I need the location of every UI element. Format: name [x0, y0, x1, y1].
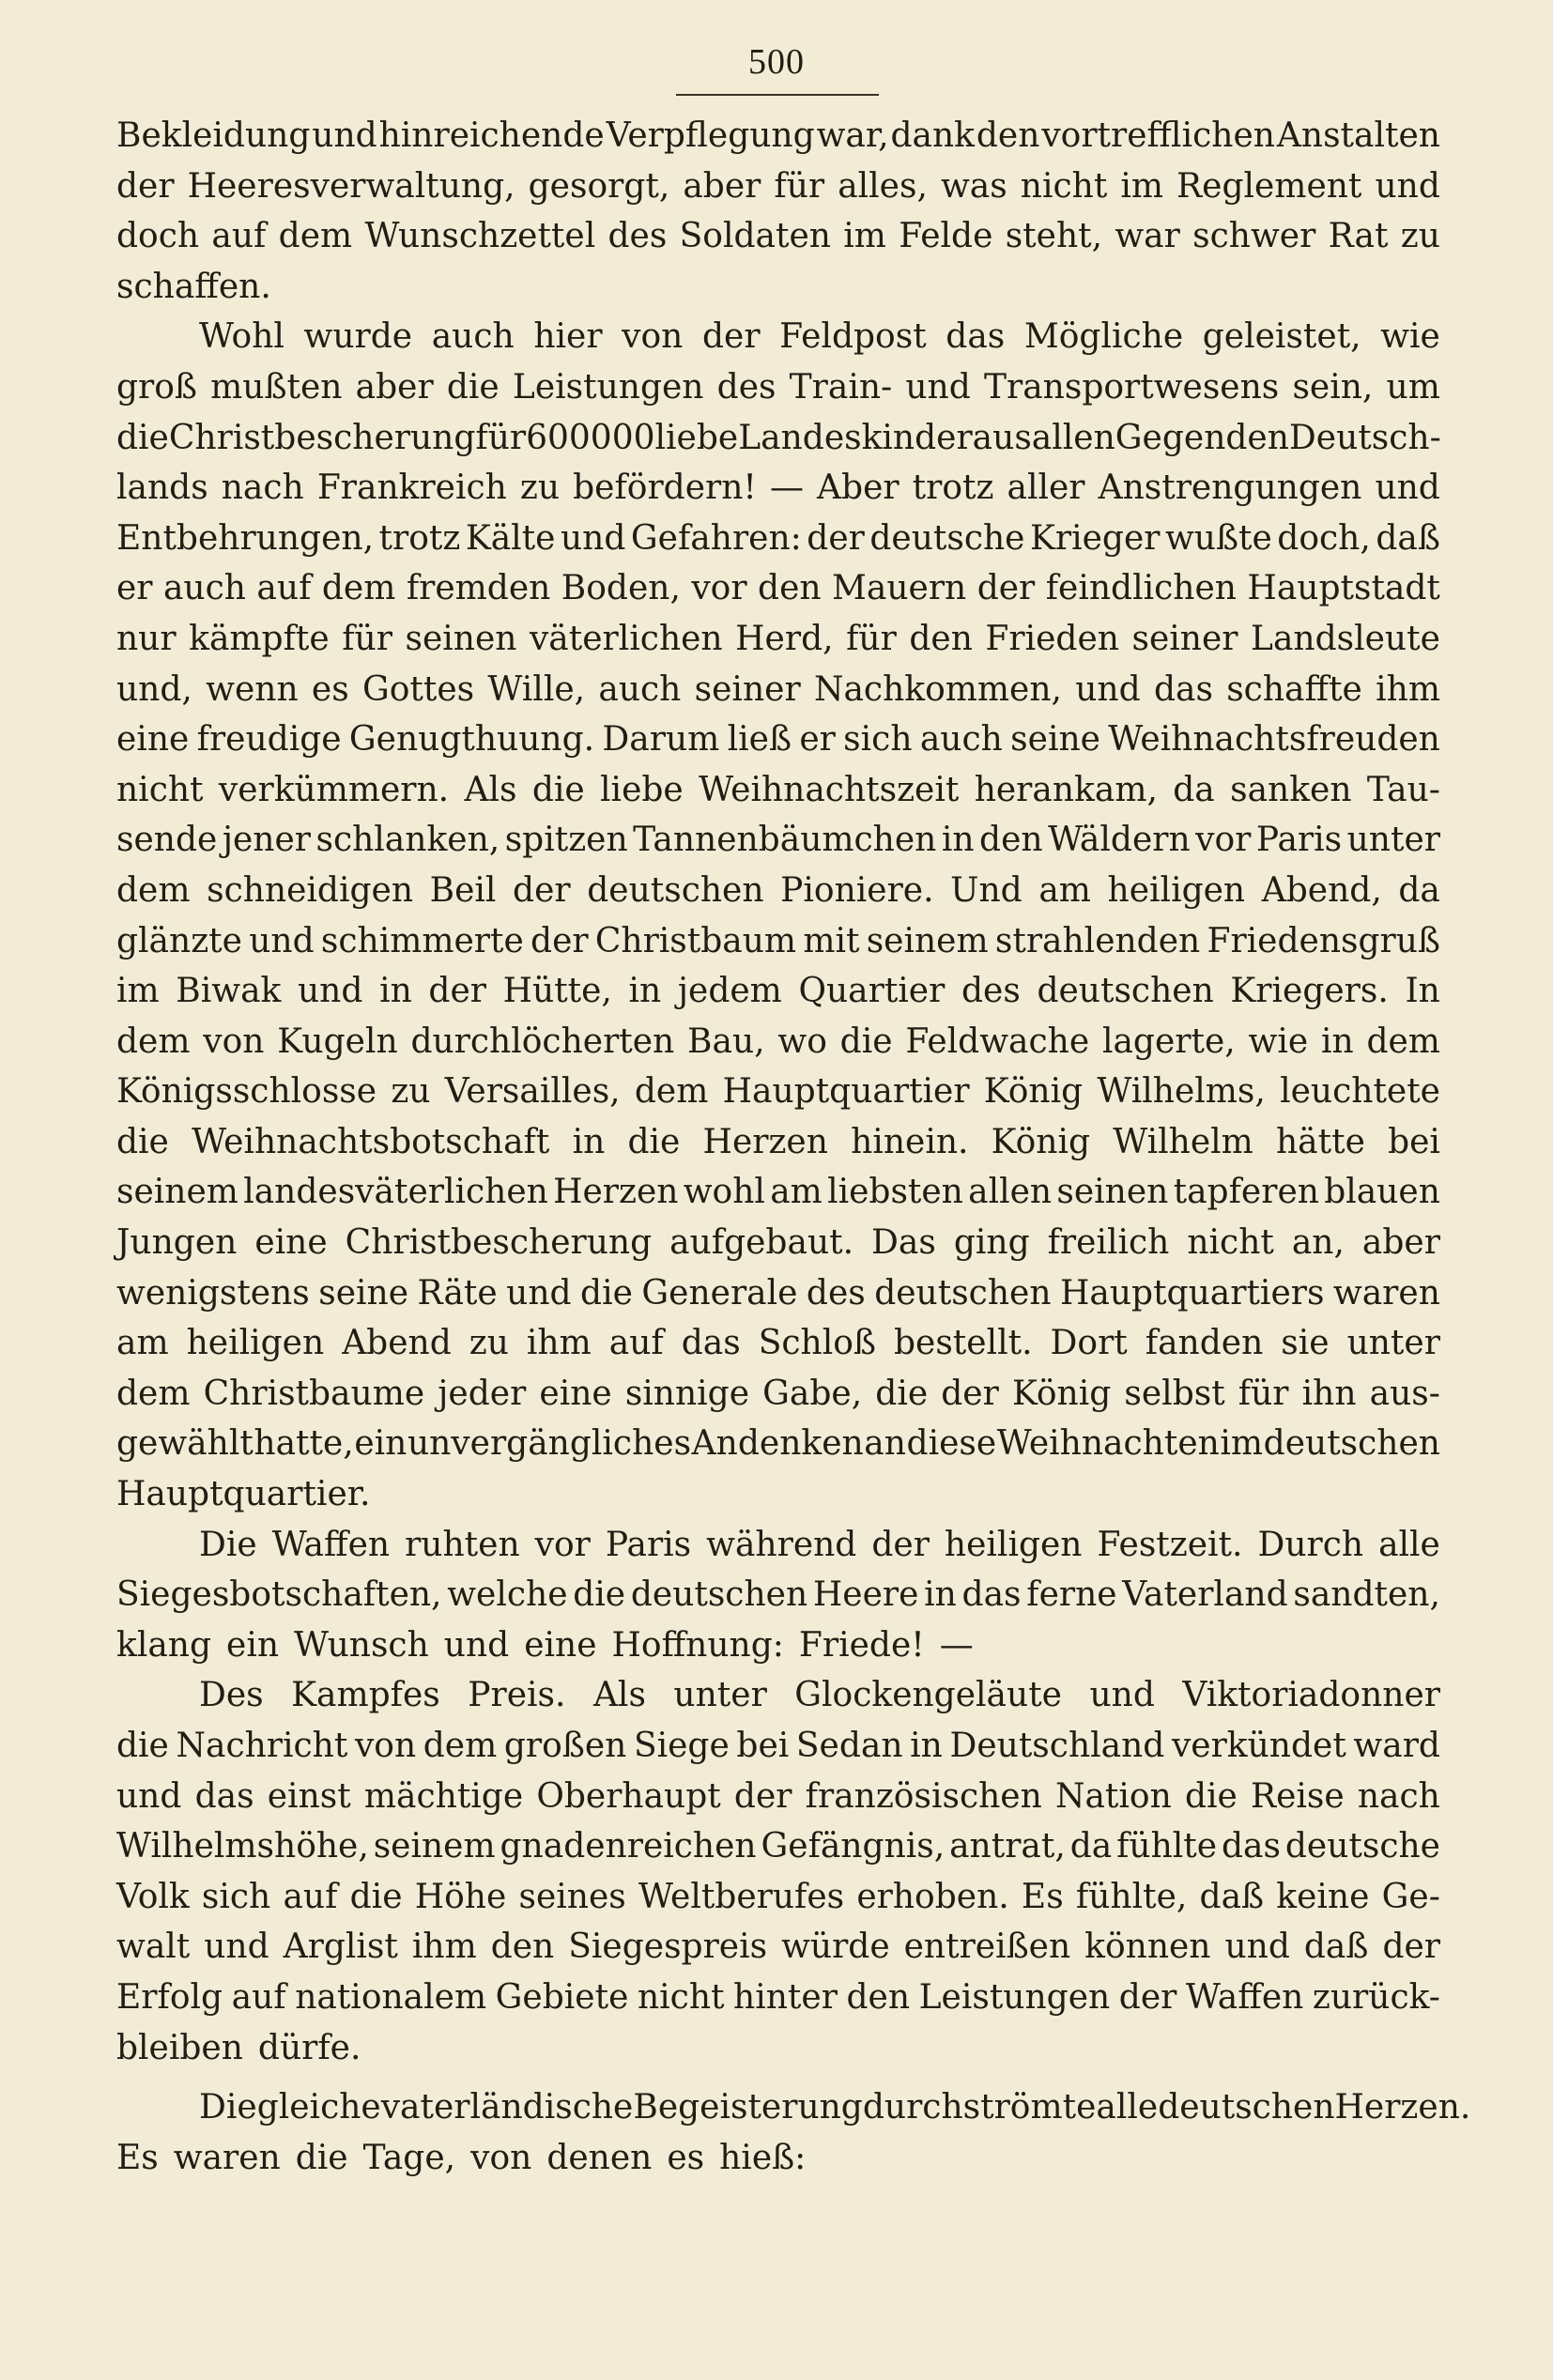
text-line: und, wenn es Gottes Wille, auch seiner Nachkommen, und das schaffte ihm — [116, 669, 1440, 709]
text-line: seinem landesväterlichen Herzen wohl am liebsten allen seinen tapferen blauen — [116, 1173, 1440, 1212]
text-line: Jungen eine Christbescherung aufgebaut. Das ging freilich nicht an, aber — [116, 1223, 1440, 1263]
text-line: lands nach Frankreich zu befördern! — Aber trotz aller Anstrengungen und — [116, 468, 1440, 508]
text-line: Es waren die Tage, von denen es hieß: — [116, 2138, 807, 2177]
paragraph — [116, 312, 1440, 1519]
text-line: schaffen. — [116, 267, 271, 306]
text-line: und das einst mächtige Oberhaupt der französischen Nation die Reise nach — [116, 1776, 1440, 1816]
page-header — [0, 41, 1553, 83]
paragraph — [116, 1670, 1440, 2073]
text-line: Königsschlosse zu Versailles, dem Hauptquartier König Wilhelms, leuchtete — [116, 1072, 1440, 1112]
body-text — [116, 111, 1471, 2183]
text-line: klang ein Wunsch und eine Hoffnung: Friede! — — [116, 1625, 974, 1665]
text-line: im Biwak und in der Hütte, in jedem Quartier des deutschen Kriegers. In — [116, 972, 1440, 1011]
text-line: die Christbescherung für 600000 liebe Landeskinder aus allen Gegenden Deutsch- — [116, 418, 1441, 457]
text-line: Siegesbotschaften, welche die deutschen Heere in das ferne Vaterland sandten, — [116, 1575, 1440, 1615]
text-line: Erfolg auf nationalem Gebiete nicht hinter den Leistungen der Waffen zurück- — [116, 1977, 1440, 2017]
header-rule — [676, 94, 879, 96]
text-line: Volk sich auf die Höhe seines Weltberufes erhoben. Es fühlte, daß keine Ge- — [116, 1877, 1440, 1916]
text-line: doch auf dem Wunschzettel des Soldaten im Felde steht, war schwer Rat zu — [116, 217, 1440, 256]
text-line: wenigstens seine Räte und die Generale des deutschen Hauptquartiers waren — [116, 1273, 1440, 1313]
text-line: sende jener schlanken, spitzen Tannenbäumchen in den Wäldern vor Paris unter — [116, 821, 1440, 860]
text-line: die Nachricht von dem großen Siege bei Sedan in Deutschland verkündet ward — [116, 1727, 1440, 1765]
text-line: nicht verkümmern. Als die liebe Weihnachtszeit herankam, da sanken Tau- — [116, 770, 1440, 809]
paragraph — [116, 1520, 1440, 1671]
text-line: walt und Arglist ihm den Siegespreis würde entreißen können und daß der — [116, 1927, 1440, 1967]
text-line: dem Christbaume jeder eine sinnige Gabe, die der König selbst für ihn aus- — [116, 1374, 1440, 1413]
text-line: dem von Kugeln durchlöcherten Bau, wo die Feldwache lagerte, wie in dem — [116, 1021, 1440, 1061]
text-line: die Weihnachtsbotschaft in die Herzen hinein. König Wilhelm hätte bei — [116, 1122, 1440, 1161]
text-line: Des Kampfes Preis. Als unter Glockengeläute und Viktoriadonner — [199, 1676, 1440, 1715]
text-line: groß mußten aber die Leistungen des Train- und Transportwesens sein, um — [116, 367, 1440, 407]
text-line: nur kämpfte für seinen väterlichen Herd, für den Frieden seiner Landsleute — [116, 619, 1440, 658]
text-line: Wilhelmshöhe, seinem gnadenreichen Gefängnis, antrat, da fühlte das deutsche — [116, 1827, 1440, 1866]
paragraph — [116, 2082, 1471, 2183]
text-line: der Heeresverwaltung, gesorgt, aber für alles, was nicht im Reglement und — [116, 166, 1440, 206]
text-line: Hauptquartier. — [116, 1475, 371, 1514]
text-line: Wohl wurde auch hier von der Feldpost das Mögliche geleistet, wie — [199, 317, 1440, 357]
text-line: bleiben dürfe. — [116, 2028, 361, 2067]
text-line: Bekleidung und hinreichende Verpflegung war, dank den vortrefflichen Anstalten — [116, 116, 1440, 155]
text-line: dem schneidigen Beil der deutschen Pioniere. Und am heiligen Abend, da — [116, 870, 1440, 910]
paragraph-gap — [116, 2073, 1440, 2082]
text-line: Die gleiche vaterländische Begeisterung durchströmte alle deutschen Herzen. — [199, 2088, 1471, 2127]
text-line: eine freudige Genugthuung. Darum ließ er sich auch seine Weihnachtsfreuden — [116, 720, 1440, 760]
text-line: Die Waffen ruhten vor Paris während der heiligen Festzeit. Durch alle — [199, 1525, 1440, 1564]
text-line: glänzte und schimmerte der Christbaum mit seinem strahlenden Friedensgruß — [116, 921, 1440, 960]
text-line: er auch auf dem fremden Boden, vor den Mauern der feindlichen Hauptstadt — [116, 569, 1440, 608]
paragraph — [116, 111, 1440, 312]
text-line: gewählt hatte, ein unvergängliches Andenken an diese Weihnachten im deutschen — [116, 1424, 1440, 1464]
text-line: Entbehrungen, trotz Kälte und Gefahren: der deutsche Krieger wußte doch, daß — [116, 518, 1440, 558]
page-number: 500 — [748, 42, 805, 82]
text-line: am heiligen Abend zu ihm auf das Schloß bestellt. Dort fanden sie unter — [116, 1324, 1440, 1363]
